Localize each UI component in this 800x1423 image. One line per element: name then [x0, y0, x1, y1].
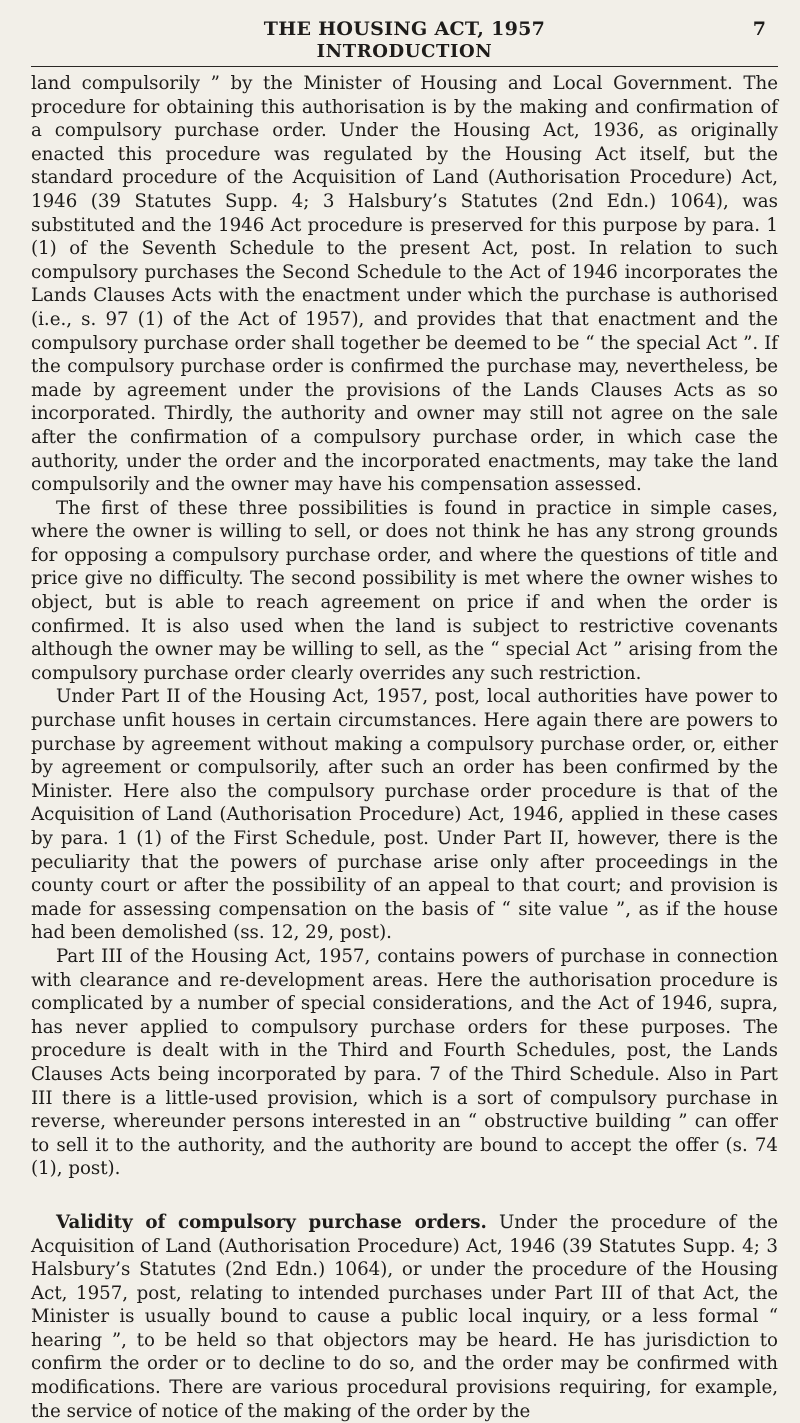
- paragraph-three-possibilities: The first of these three possibilities is found in practice in simple cases, where the owner is willing to sell, or does not think he has any strong grounds for opposing a compulsory purchase order, and where the questions of title and price give no difficulty. The second possibility is met where the owner wishes to object, but is able to reach agreement on price if and when the order is confirmed. It is also used when the land is subject to restrictive covenants although the owner may be willing to sell, as the “ special Act ” arising from the compulsory purchase order clearly overrides any such restriction.: [31, 497, 778, 684]
- paragraph-part-three: Part III of the Housing Act, 1957, contains powers of purchase in connection with clearance and re-development areas. Here the authorisation procedure is complicated by a number of special considerations, and the Act of 1946, supra, has never applied to compulsory purchase orders for these purposes. The procedure is dealt with in the Third and Fourth Schedules, post, the Lands Clauses Acts being incorporated by para. 7 of the Third Schedule. Also in Part III there is a little-used provision, which is a sort of compulsory purchase in reverse, whereunder persons interested in an “ obstructive building ” can offer to sell it to the authority, and the authority are bound to accept the offer (s. 74 (1), post).: [31, 945, 778, 1180]
- section-heading: INTRODUCTION: [316, 41, 493, 62]
- page-number: 7: [752, 18, 766, 40]
- paragraph-validity: [31, 1211, 778, 1423]
- running-head: [31, 18, 778, 66]
- paragraph-validity-text: Under the procedure of the Acquisition of Land (Authorisation Procedure) Act, 1946 (39 Statutes Supp. 4; 3 Halsbury’s Statutes (2nd Edn.) 1064), or under the procedure of the Housing Act, 1957, post, relating to intended purchases under Part III of that Act, the Minister is usually bound to cause a public local inquiry, or a less formal “ hearing ”, to be held so that objectors may be heard. He has jurisdiction to confirm the order or to decline to do so, and the order may be confirmed with modifications. There are various procedural provisions requiring, for example, the service of notice of the making of the order by the: [31, 1211, 778, 1422]
- running-title: THE HOUSING ACT, 1957: [263, 18, 546, 40]
- paragraph-part-two: Under Part II of the Housing Act, 1957, post, local authorities have power to purchase unfit houses in certain circumstances. Here again there are powers to purchase by agreement without making a compulsory purchase order, or, either by agreement or compulsorily, after such an order has been confirmed by the Minister. Here also the compulsory purchase order procedure is that of the Acquisition of Land (Authorisation Procedure) Act, 1946, applied in these cases by para. 1 (1) of the First Schedule, post. Under Part II, however, there is the peculiarity that the powers of purchase arise only after proceedings in the county court or after the possibility of an appeal to that court; and provision is made for assessing compensation on the basis of “ site value ”, as if the house had been demolished (ss. 12, 29, post).: [31, 686, 778, 944]
- paragraph-continuation: land compulsorily ” by the Minister of Housing and Local Government. The procedure for obtaining this authorisation is by the making and confirmation of a compulsory purchase order. Under the Housing Act, 1936, as originally enacted this procedure was regulated by the Housing Act itself, but the standard procedure of the Acquisition of Land (Authorisation Procedure) Act, 1946 (39 Statutes Supp. 4; 3 Halsbury’s Statutes (2nd Edn.) 1064), was substituted and the 1946 Act procedure is preserved for this purpose by para. 1 (1) of the Seventh Schedule to the present Act, post. In relation to such compulsory purchases the Second Schedule to the Act of 1946 incorporates the Lands Clauses Acts with the enactment under which the purchase is authorised (i.e., s. 97 (1) of the Act of 1957), and provides that that enactment and the compulsory purchase order shall together be deemed to be “ the special Act ”. If the compulsory purchase order is confirmed the purchase may, nevertheless, be made by agreement under the provisions of the Lands Clauses Acts as so incorporated. Thirdly, the authority and owner may still not agree on the sale after the confirmation of a compulsory purchase order, in which case the authority, under the order and the incorporated enactments, may take the land compulsorily and the owner may have his compensation assessed.: [31, 73, 778, 496]
- paragraph-validity-heading: Validity of compulsory purchase orders.: [56, 1211, 487, 1233]
- header-rule: [31, 66, 778, 67]
- body-text: [31, 72, 778, 1423]
